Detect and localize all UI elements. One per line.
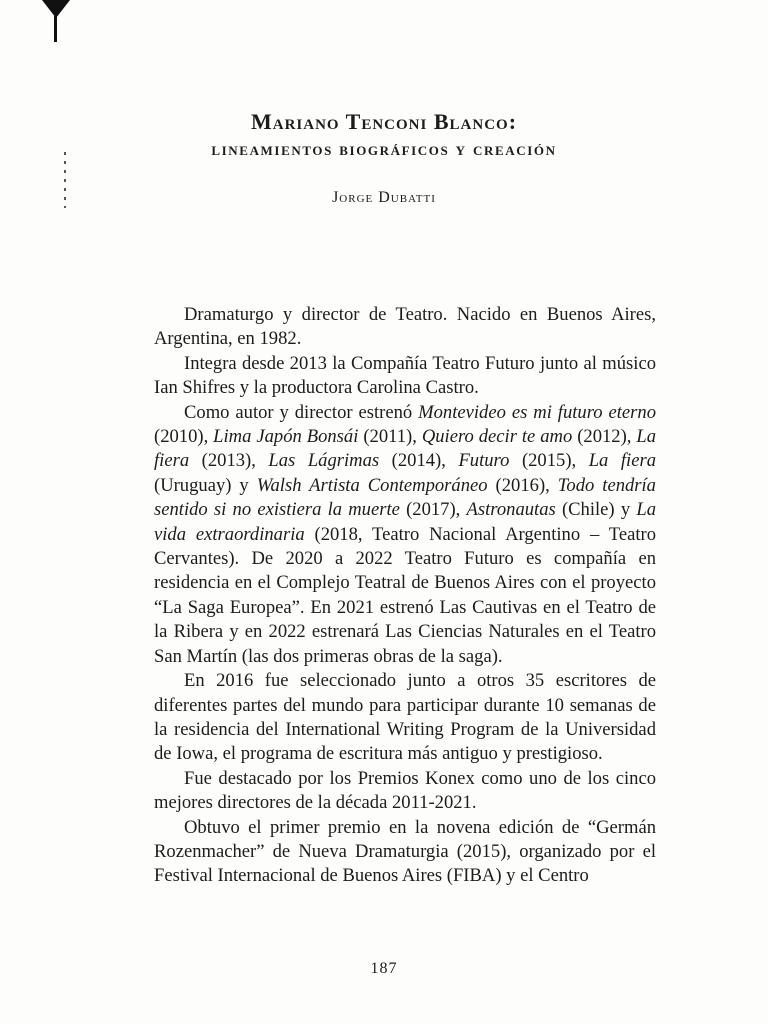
text-run: Integra desde 2013 la Compañía Teatro Futuro junto al músico Ian Shifres y la productora Carolina Castro. [154, 352, 656, 399]
paragraph [154, 816, 656, 889]
chapter-header [0, 108, 768, 208]
italic-title: Quiero decir te amo [421, 426, 573, 448]
italic-title: La fiera [154, 426, 657, 472]
paragraph [154, 401, 656, 669]
text-run: (2015), [509, 450, 589, 472]
italic-title: Montevideo es mi futuro eterno [418, 401, 656, 423]
italic-title: Todo tendría sentido si no existiera la muerte [154, 474, 656, 521]
text-run: (2014), [379, 450, 459, 472]
text-run: (2011), [358, 426, 422, 448]
text-run: En 2016 fue seleccionado junto a otros 35 escritores de diferentes partes del mundo para participar durante 10 semanas de la residencia del International Writing Program de la Universidad de Iowa, el programa de escritura más antiguo y prestigioso. [154, 670, 656, 765]
body-text [154, 303, 656, 889]
italic-title: Walsh Artista Contemporáneo [256, 474, 488, 496]
text-run: (2017), [399, 499, 467, 521]
paragraph [154, 767, 656, 816]
text-run: Obtuvo el primer premio en la novena edición de “Germán Rozenmacher” de Nueva Dramaturgia (2015), organizado por el Festival Internacional de Buenos Aires (FIBA) y el Centro [154, 816, 656, 887]
text-run: (2013), [189, 450, 269, 472]
text-run: (2016), [487, 474, 558, 496]
text-run: (Uruguay) y [154, 474, 257, 496]
text-run: (2012), [572, 426, 637, 448]
italic-title: Las Lágrimas [268, 450, 380, 472]
paragraph [154, 669, 656, 767]
italic-title: La vida extraordinaria [154, 499, 656, 545]
corner-scan-mark [42, 0, 70, 18]
chapter-subtitle: lineamientos biográficos y creación [211, 139, 557, 160]
text-run: Fue destacado por los Premios Konex como uno de los cinco mejores directores de la década 2011-2021. [154, 767, 656, 814]
italic-title: La fiera [588, 450, 656, 472]
text-run: (2018, Teatro Nacional Argentino – Teatro Cervantes). De 2020 a 2022 Teatro Futuro es compañía en residencia en el Complejo Teatral de Buenos Aires con el proyecto “La Saga Europea”. En 2021 estrenó Las Cautivas en el Teatro de la Ribera y en 2022 estrenará Las Ciencias Naturales en el Teatro San Martín (las dos primeras obras de la saga). [154, 523, 657, 667]
chapter-title: Mariano Tenconi Blanco: [250, 109, 518, 134]
author-name: Jorge Dubatti [332, 189, 436, 206]
italic-title: Astronautas [466, 499, 556, 521]
italic-title: Lima Japón Bonsái [213, 426, 359, 448]
paragraph [154, 352, 656, 401]
paragraph [154, 303, 656, 352]
text-run: (Chile) y [555, 499, 637, 521]
text-run: (2010), [154, 426, 214, 448]
text-run: Dramaturgo y director de Teatro. Nacido en Buenos Aires, Argentina, en 1982. [154, 304, 656, 350]
text-run: Como autor y director estrenó [184, 401, 419, 423]
page-number: 187 [370, 960, 398, 977]
italic-title: Futuro [458, 450, 510, 472]
